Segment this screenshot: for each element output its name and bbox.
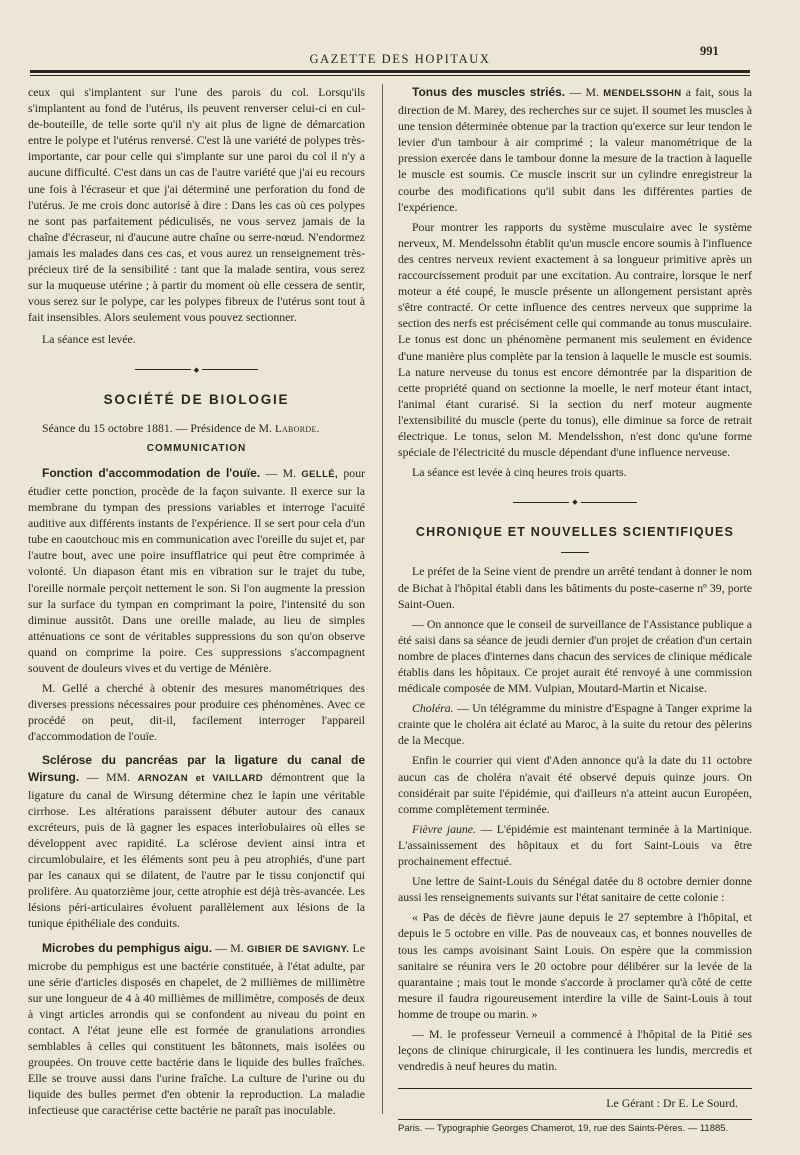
paragraph-pemphigus: [28, 940, 365, 1119]
lead-tonus: Tonus des muscles striés.: [412, 85, 566, 99]
imprint: Paris. — Typographie Georges Chamerot, 19, rue des Saints-Pères. — 11885.: [398, 1119, 752, 1135]
author-prefix: — M.: [215, 940, 244, 955]
paragraph-sclerose: [28, 752, 365, 931]
chronique-title: CHRONIQUE ET NOUVELLES SCIENTIFIQUES: [415, 525, 735, 540]
signature: Le Gérant : Dr E. Le Sourd.: [398, 1088, 752, 1111]
column-divider: [382, 84, 383, 1114]
societe-title: SOCIÉTÉ DE BIOLOGIE: [103, 391, 290, 407]
paragraph-tonus-nerveux: Pour montrer les rapports du système musculaire avec le système nerveux, M. Mendelssohn établit qu'un muscle encore soumis à l'influence des centres nerveux revient exactement à sa longueur primitive après un raccourcissement produit par une excitation. Au contraire, lorsque le nerf moteur a été coupé, le muscle présente un allongement persistant après s'être contracté. Or cette influence des centres nerveux que supprime la section des nerfs est précisément celle qui commande au tonus musculaire. Le tonus est donc un phénomène permanent mis seulement en évidence d'une manière plus complète par la tension à laquelle le muscle est soumis. La nature nerveuse du tonus est encore démontrée par la disparition de cette propriété quand on sectionne la moelle, le nerf moteur étant intact, l'animal étant curarisé. Si la section du nerf moteur augmente l'extensibilité du muscle (perte du tonus), elle diminue sa force de retrait électrique. Le tonus, selon M. Mendelsshon, n'est donc qu'une forme spéciale de l'électricité du muscle dépendant d'une influence nerveuse.: [398, 219, 752, 460]
paragraph-gelle-measures: M. Gellé a cherché à obtenir des mesures manométriques des diverses pressions nécessaires pour produire ces phénomènes. Avec ce procédé on peut, dit-il, facilement interroger l'appareil d'accommodation de l'ouïe.: [28, 681, 365, 744]
section-ornament: ◆: [398, 494, 752, 510]
page-number: 991: [700, 44, 719, 58]
header-rule-thin: [30, 75, 750, 76]
continuation-paragraph: ceux qui s'implantent sur l'une des parois du col. Lorsqu'ils s'implantent au fond de l'utérus, ils peuvent renverser celui-ci en cul-de-bouteille, de telle sorte qu'il n'y ait plus de ligne de démarcation entre le polype et l'utérus renversé. C'est là une variété de polypes très-importante, car pour celle qui s'implante sur une paroi du col il n'y a aucune difficulté. C'est dans un cas de l'autre variété que j'ai eu recours une fois à l'écraseur et que j'ai déterminé une perforation du fond de l'utérus. Je me crois donc autorisé à dire : Dans les cas où ces polypes ne sont pas parfaitement pédiculisés, ne vous servez jamais de la chaîne d'écraseur, ni d'aucune autre chaîne ou serre-nœud. N'endormez jamais les malades dans ces cas, et vous aurez un renseignement très-précieux tiré de la sensibilité : tant que la malade sentira, vous serez sur la muqueuse utérine ; à partir du moment où elle cessera de sentir, vous serez sur le polype, car les polypes fibreux de l'utérus sont tout à fait insensibles. Alors seulement vous pouvez sectionner.: [28, 85, 365, 325]
seance-closed: La séance est levée.: [42, 332, 136, 347]
author-mendelssohn: MENDELSSOHN: [603, 88, 682, 99]
chronique-rule: [561, 552, 589, 553]
author-prefix: — M.: [569, 85, 599, 99]
text-sclerose: démontrent que la ligature du canal de Wirsung détermine chez le lapin une véritable cirrhose. Les altérations paraissent débuter autour des canaux excréteurs, puis de là gagner les espaces interlobulaires où elles se développent avec rapidité. La sclérose devient ainsi intra et circumlobulaire, et les éléments sont peu à peu atrophiés, d'une part par les canaux qui se dilatent, de l'autre par le tissu conjonctif qui prolifère. Au quatorzième jour, cette atrophie est déjà très-avancée. Les lésions péri-articulaires évoluent parallèlement aux lésions de la tunique épithéliale des conduits.: [28, 769, 365, 931]
paragraph-accommodation: [28, 465, 365, 676]
lead-accommodation: Fonction d'accommodation de l'ouïe.: [42, 465, 261, 480]
author-prefix: — M.: [265, 465, 297, 480]
news-senegal: Une lettre de Saint-Louis du Sénégal datée du 8 octobre dernier donne aussi les renseignements suivants sur l'état sanitaire de cette colonie :: [398, 874, 752, 905]
header-rule: [30, 70, 750, 73]
author-gibier: GIBIER DE SAVIGNY.: [246, 943, 350, 955]
left-column: [28, 84, 365, 1123]
lead-fievre-jaune: Fièvre jaune.: [412, 821, 476, 836]
news-bichat: Le préfet de la Seine vient de prendre un arrêté tendant à donner le nom de Bichat à l'hôpital établi dans les bâtiments du poste-caserne nº 39, porte Saint-Ouen.: [398, 564, 752, 611]
author-gelle: GELLÉ,: [301, 468, 339, 480]
lead-cholera: Choléra.: [412, 701, 454, 716]
text-fievre-jaune: — L'épidémie est maintenant terminée à la Martinique. L'assainissement des hôpitaux et du fort Saint-Louis va être prochainement effectué.: [398, 821, 752, 869]
right-column: [398, 84, 752, 1135]
author-prefix: — MM.: [86, 769, 131, 784]
communication-label: COMMUNICATION: [146, 442, 247, 454]
news-cholera: [398, 700, 752, 748]
section-ornament: ◆: [28, 362, 365, 378]
text-accommodation: pour étudier cette ponction, procède de la façon suivante. Il exerce sur la membrane du tympan des pressions variables et interroge l'acuité auditive aux différents instants de l'expérience. Il se sert pour cela d'un tube en caoutchouc mis en communication avec l'oreille du sujet et, par l'autre bout, avec une poire insufflatrice qui peut être comprimée à volonté. Un diapason étant mis en vibration sur le trajet du tube, l'oreille normale perçoit nettement le son. Si l'on augmente la pression sur la surface du tympan en comprimant la poire, l'intensité du son diminue aussitôt. Dans une oreille malade, au lieu de simples atténuations ce sont de véritables suppressions du son qu'on observe quand on comprime la poire. Ces suppressions s'accompagnent souvent de douleurs vives et du vertige de Ménière.: [28, 465, 366, 675]
authors-arnozan-vaillard: ARNOZAN et VAILLARD: [137, 772, 264, 784]
news-internes: — On annonce que le conseil de surveillance de l'Assistance publique a été saisi dans sa séance de jeudi dernier d'un projet de création d'un certain nombre de places d'internes dans chacun des services de clinique médicale établis dans les hôpitaux. Ce projet aurait été renvoyé à une commission médicale composée de MM. Vulpian, Moutard-Martin et Nicaise.: [398, 616, 752, 696]
lead-pemphigus: Microbes du pemphigus aigu.: [42, 940, 213, 955]
news-verneuil: — M. le professeur Verneuil a commencé à l'hôpital de la Pitié ses leçons de clinique chirurgicale, il les continuera les lundis, mercredis et vendredis à neuf heures du matin.: [398, 1026, 752, 1074]
lead-sclerose: Sclérose du pancréas par la ligature du canal de Wirsung.: [28, 753, 365, 784]
text-pemphigus: Le microbe du pemphigus est une bactérie constituée, à l'état adulte, par une série d'articles disposés en chapelet, de 2 millièmes de millimètre sur une longueur de 4 à 40 millièmes de millimètre, composés de deux à vingt articles arrondis qui se confondent au niveau du point en contact. A l'état jeune elle est formée de granulations arrondies semblables à celles qui constituent les bâtonnets, mais isolées ou groupées. On trouve cette bactérie dans le liquide des bulles fraîches. Elle se trouve aussi dans l'urine fraîche. La culture de l'urine ou du liquide des bulles permet d'en obtenir la reproduction. La maladie infectieuse que caractérise cette bactérie ne paraît pas inoculable.: [28, 940, 365, 1118]
seance-closed-time: La séance est levée à cinq heures trois quarts.: [412, 465, 627, 480]
text-cholera: — Un télégramme du ministre d'Espagne à Tanger exprime la crainte que le choléra ait éclaté au Maroc, à la suite du retour des pèlerins de la Mecque.: [398, 701, 752, 748]
text-tonus: a fait, sous la direction de M. Marey, des recherches sur ce sujet. Il soumet les muscles à une tension déterminée obtenue par la traction qu'exerce sur leur tendon le levier d'un tambour à air comprimé ; la valeur manométrique de la pression exercée dans le tambour donne la mesure de la traction à laquelle le muscle est soumis. Ce muscle inscrit sur un cylindre enregistreur la courbe des modifications qu'il subit dans les différentes parties de l'expérience.: [398, 85, 753, 214]
running-title: GAZETTE DES HOPITAUX: [309, 52, 491, 66]
news-fievre-jaune: [398, 821, 752, 869]
paragraph-tonus: [398, 84, 752, 215]
seance-prefix: Séance du 15 octobre 1881. — Présidence de M.: [42, 420, 272, 435]
seance-heading: [28, 420, 365, 437]
news-senegal-quote: « Pas de décès de fièvre jaune depuis le 27 septembre à l'hôpital, et depuis le 5 octobre en ville. Pas de nouveaux cas, et bonnes nouvelles de tous les camps avoisinant Saint Louis. On espère que la commission sanitaire se réunira vers le 20 octobre pour délibérer sur la levée de la quarantaine ; mais tout le monde s'accorde à proclamer qu'à côté de cette mesure il faudra rigoureusement interdire la ville de Saint-Louis à tout homme de troupe ou marin. »: [398, 910, 752, 1021]
seance-president: Laborde.: [274, 422, 320, 435]
news-aden: Enfin le courrier qui vient d'Aden annonce qu'à la date du 11 octobre aucun cas de choléra n'avait été observé depuis quinze jours. On considérait par suite l'épidémie, qui d'ailleurs n'a atteint aucun Européen, comme complètement terminée.: [398, 753, 752, 816]
